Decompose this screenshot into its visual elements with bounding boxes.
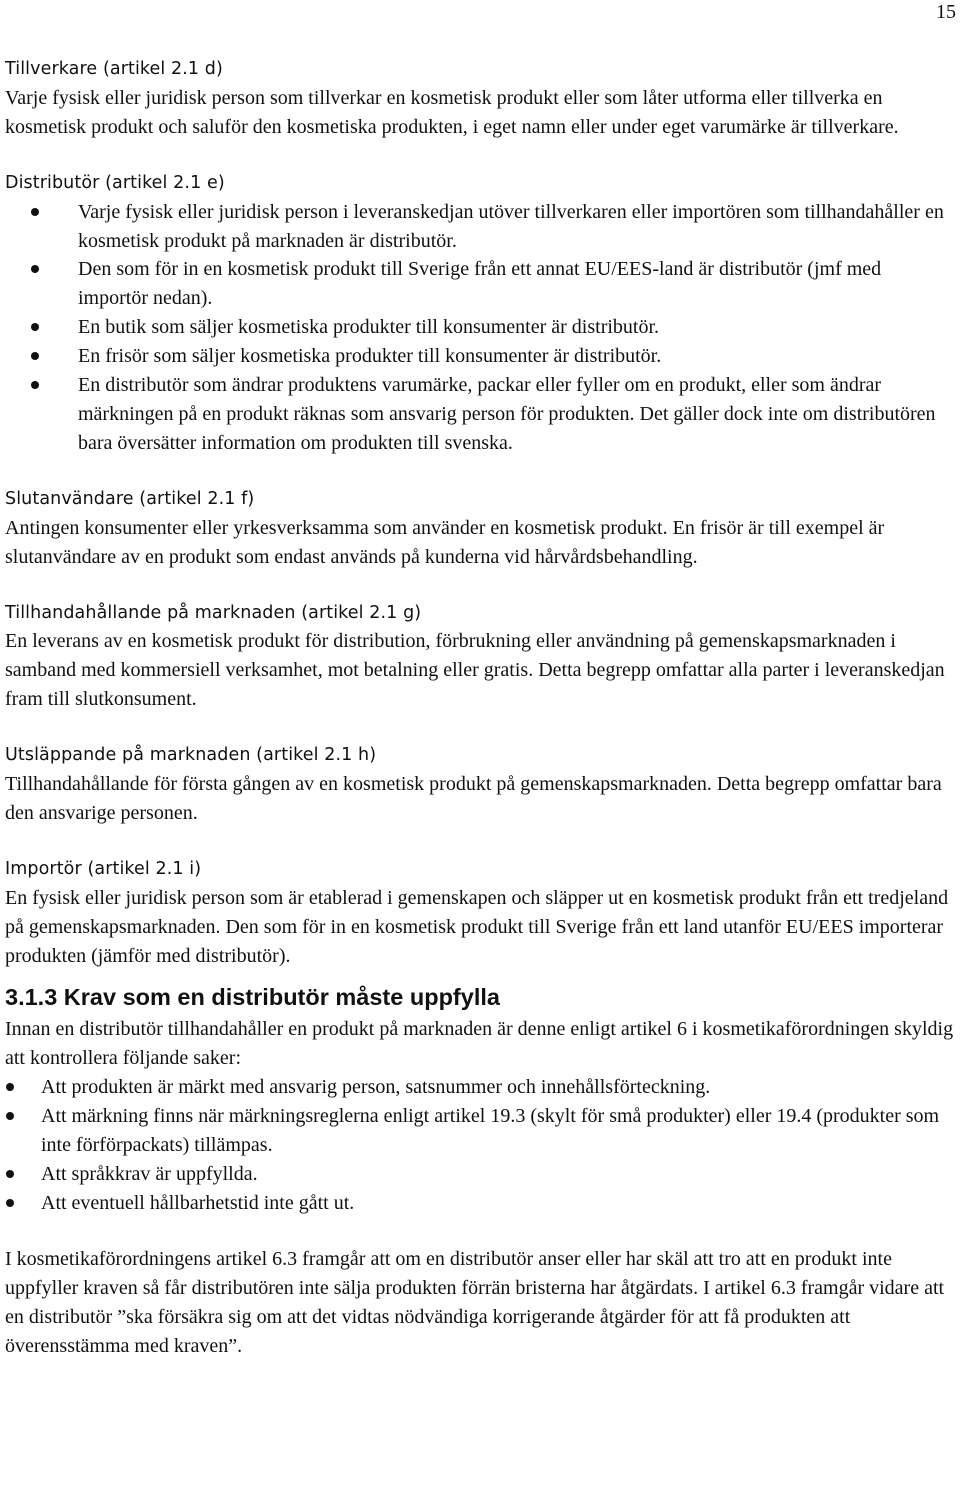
requirements-bullet-list	[5, 1073, 955, 1218]
list-item: Varje fysisk eller juridisk person i leveranskedjan utöver tillverkaren eller importören som tillhandahåller en kosmetisk produkt på marknaden är distributör.	[5, 198, 955, 256]
definition-heading: Utsläppande på marknaden (artikel 2.1 h)	[5, 745, 377, 766]
list-item: Att märkning finns när märkningsreglerna enligt artikel 19.3 (skylt för små produkter) eller 19.4 (produkter som inte förförpackats) tillämpas.	[5, 1102, 955, 1160]
definition-placing-on-market	[5, 741, 955, 828]
closing-paragraph: I kosmetikaförordningens artikel 6.3 framgår att om en distributör anser eller har skäl att tro att en produkt inte uppfyller kraven så får distributören inte sälja produkten förrän bristerna har åtgärdats. I artikel 6.3 framgår vidare att en distributör ”ska försäkra sig om att det vidtas nödvändiga korrigerande åtgärder för att få produkten att överensstämma med kraven”.	[5, 1247, 945, 1357]
list-item: Att eventuell hållbarhetstid inte gått ut.	[5, 1189, 955, 1218]
definition-heading: Distributör (artikel 2.1 e)	[5, 172, 225, 193]
list-item: Att språkkrav är uppfyllda.	[5, 1160, 955, 1189]
list-item: En frisör som säljer kosmetiska produkter till konsumenter är distributör.	[5, 342, 955, 371]
definition-manufacturer	[5, 55, 955, 142]
section-intro: Innan en distributör tillhandahåller en produkt på marknaden är denne enligt artikel 6 i kosmetikaförordningen skyldig att kontrollera följande saker:	[5, 1018, 954, 1070]
document-body	[5, 55, 955, 1360]
list-item: En distributör som ändrar produktens varumärke, packar eller fyller om en produkt, eller som ändrar märkningen på en produkt räknas som ansvarig person för produkten. Det gäller dock inte om distributören bara översätter information om produkten till svenska.	[5, 371, 955, 458]
definition-making-available	[5, 599, 955, 715]
definition-heading: Tillverkare (artikel 2.1 d)	[5, 59, 223, 79]
definition-heading: Tillhandahållande på marknaden (artikel 2.1 g)	[5, 602, 422, 623]
definition-end-user	[5, 485, 955, 572]
section-title: 3.1.3 Krav som en distributör måste uppfylla	[5, 984, 500, 1011]
section-distributor-requirements	[5, 982, 955, 1360]
definition-text: En fysisk eller juridisk person som är etablerad i gemenskapen och släpper ut en kosmetisk produkt från ett tredjeland på gemenskapsmarknaden. Den som för in en kosmetisk produkt till Sverige från ett land utanför EU/EES importerar produkten (jämför med distributör).	[5, 886, 949, 967]
definition-heading: Slutanvändare (artikel 2.1 f)	[5, 488, 255, 509]
definition-text: En leverans av en kosmetisk produkt för distribution, förbrukning eller användning på gemenskapsmarknaden i samband med kommersiell verksamhet, mot betalning eller gratis. Detta begrepp omfattar alla parter i leveranskedjan fram till slutkonsument.	[5, 630, 945, 711]
definition-text: Varje fysisk eller juridisk person som tillverkar en kosmetisk produkt eller som låter utforma eller tillverka en kosmetisk produkt och saluför den kosmetiska produkten, i eget namn eller under eget varumärke är tillverkare.	[5, 86, 899, 138]
definition-distributor	[5, 169, 955, 458]
list-item: En butik som säljer kosmetiska produkter till konsumenter är distributör.	[5, 313, 955, 342]
definition-text: Tillhandahållande för första gången av en kosmetisk produkt på gemenskapsmarknaden. Detta begrepp omfattar bara den ansvarige personen.	[5, 773, 942, 824]
definition-heading: Importör (artikel 2.1 i)	[5, 858, 202, 879]
list-item: Den som för in en kosmetisk produkt till Sverige från ett annat EU/EES-land är distributör (jmf med importör nedan).	[5, 255, 955, 313]
definition-text: Antingen konsumenter eller yrkesverksamma som använder en kosmetisk produkt. En frisör är till exempel är slutanvändare av en produkt som endast används på kunderna vid hårvårdsbehandling.	[5, 516, 885, 568]
definition-importer	[5, 855, 955, 971]
list-item: Att produkten är märkt med ansvarig person, satsnummer och innehållsförteckning.	[5, 1073, 955, 1102]
distributor-bullet-list	[5, 198, 955, 458]
page-number: 15	[936, 1, 956, 23]
